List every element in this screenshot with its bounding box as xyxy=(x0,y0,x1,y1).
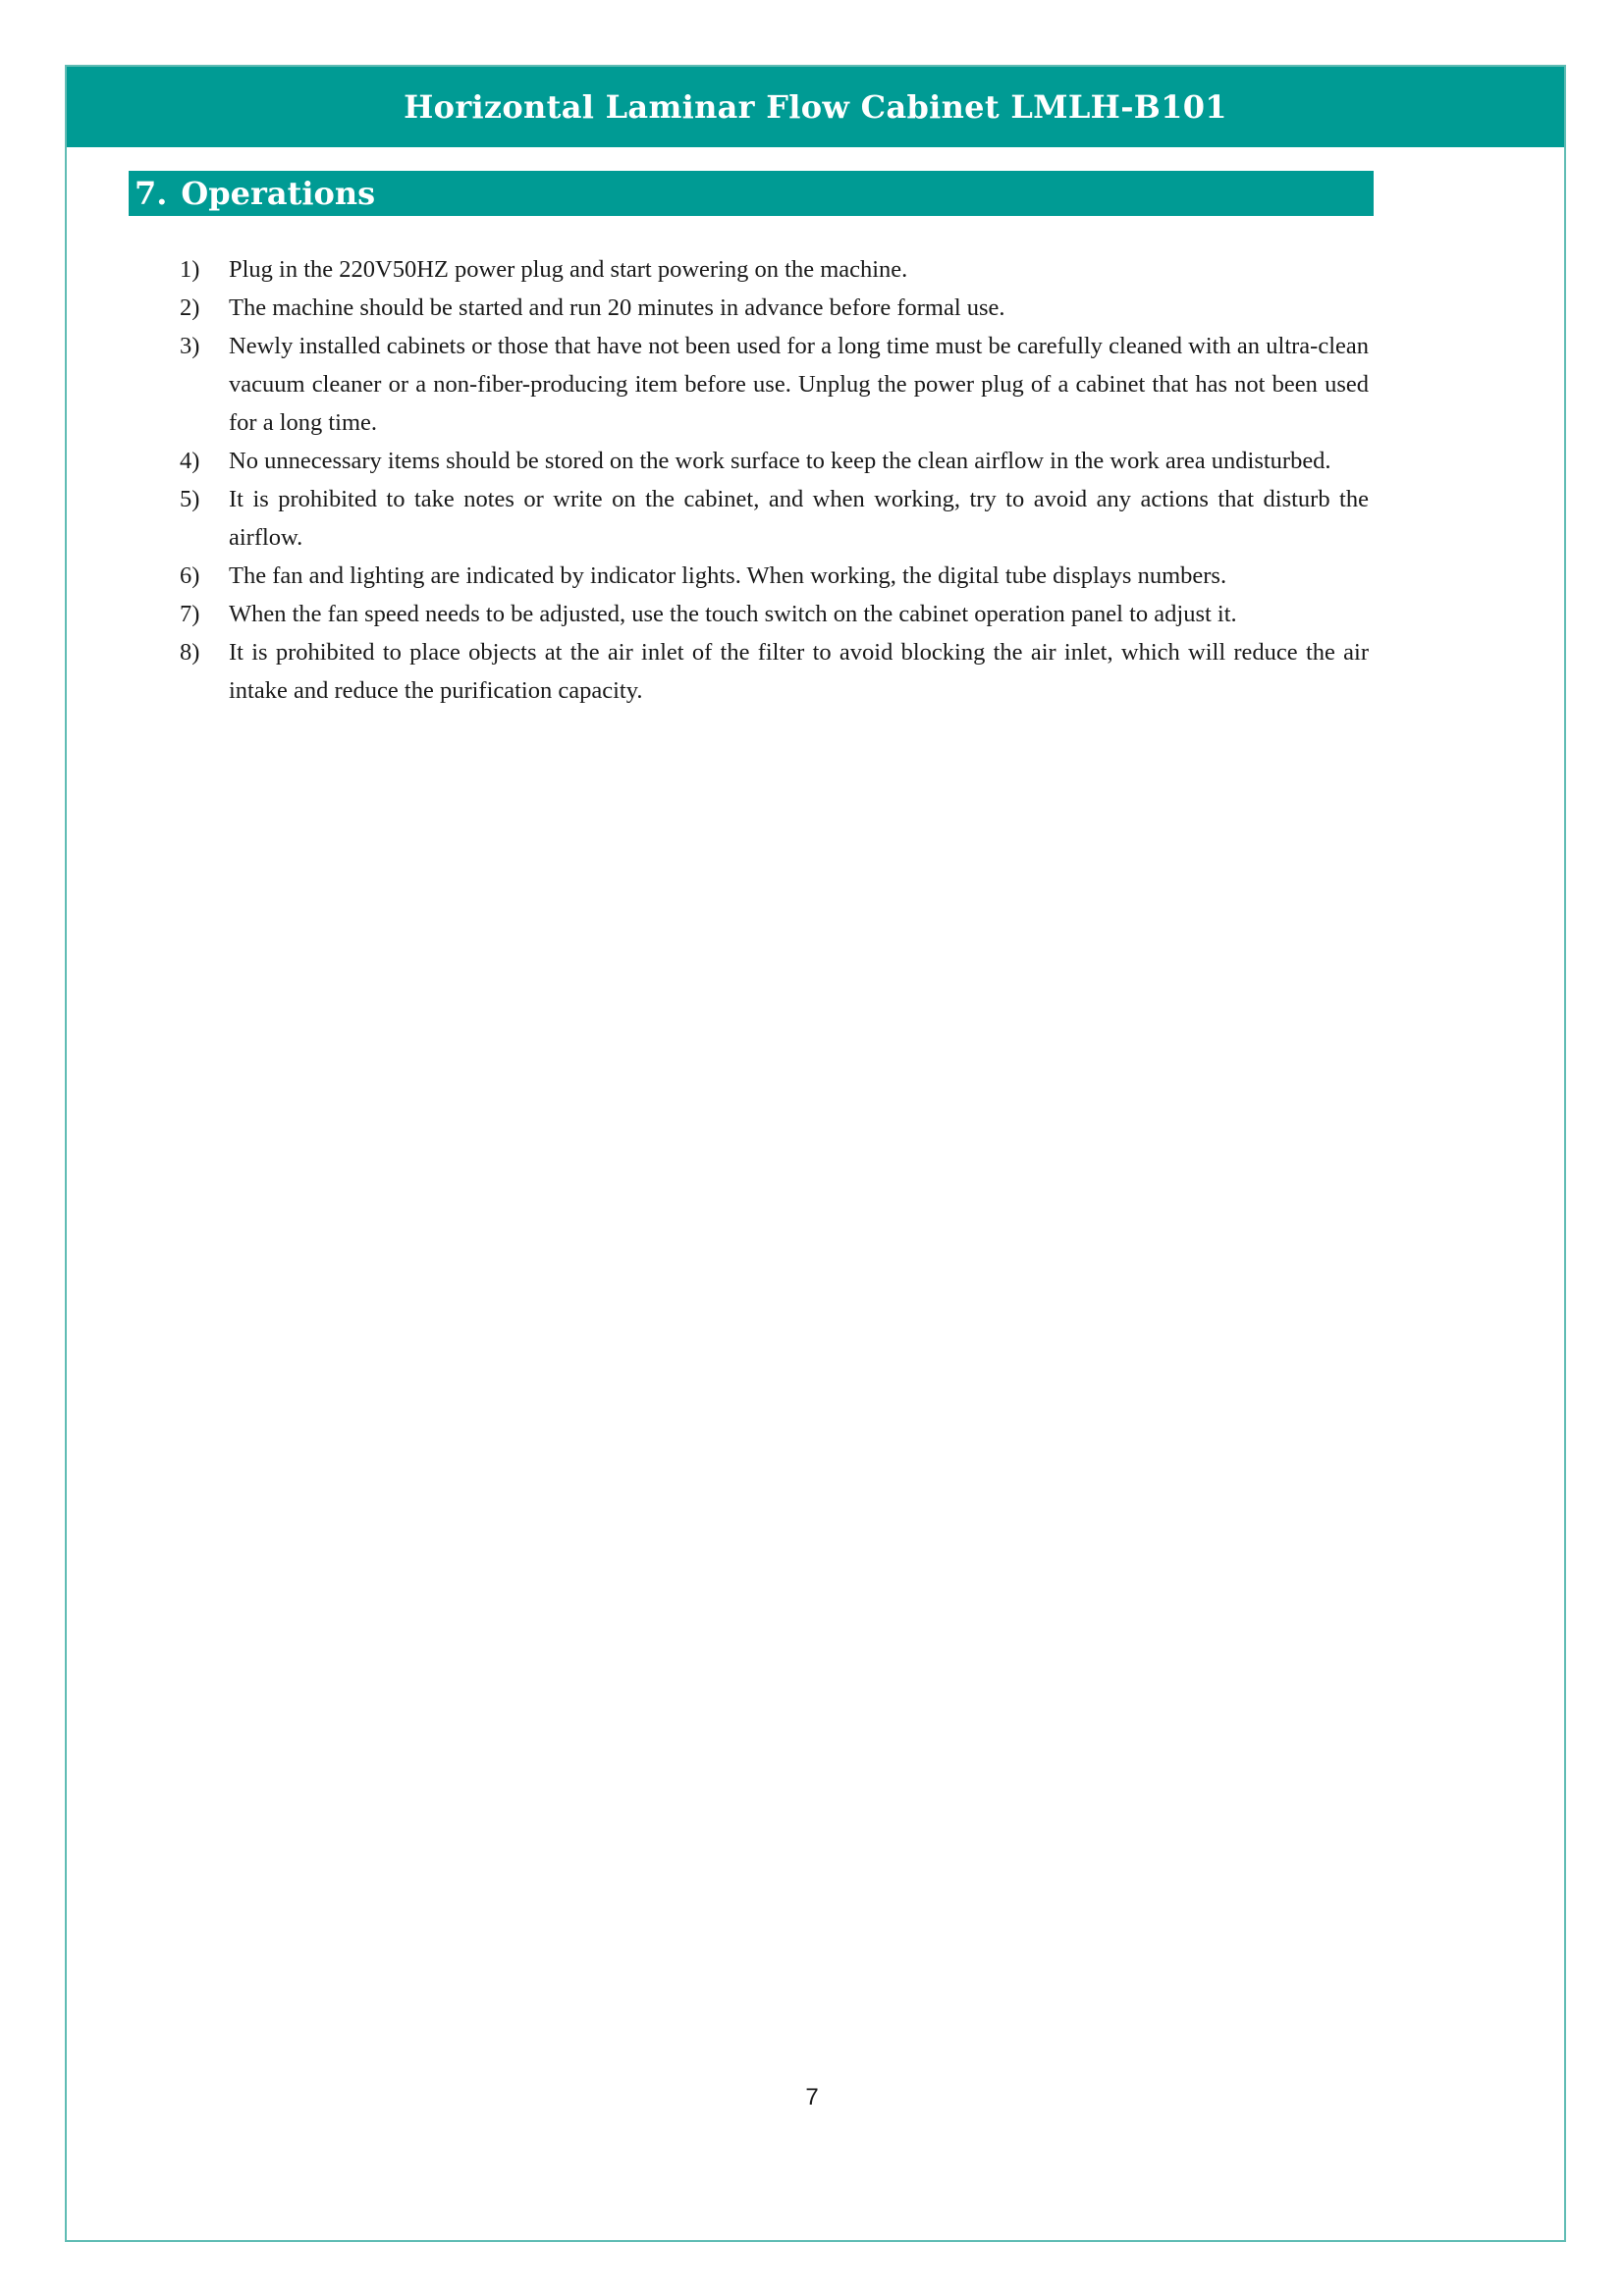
list-item-number: 4) xyxy=(180,448,200,474)
list-item xyxy=(180,595,1369,633)
section-heading xyxy=(129,171,1374,216)
list-item xyxy=(180,480,1369,557)
list-item-text: No unnecessary items should be stored on the work surface to keep the clean airflow in the work area undisturbed. xyxy=(229,448,1331,474)
list-item xyxy=(180,327,1369,442)
list-item-text: The fan and lighting are indicated by indicator lights. When working, the digital tube displays numbers. xyxy=(229,562,1227,589)
list-item-text: Newly installed cabinets or those that have not been used for a long time must be carefully cleaned with an ultra-clean vacuum cleaner or a non-fiber-producing item before use. Unplug the power plug of a cabinet that has not been used for a long time. xyxy=(229,333,1369,436)
list-item-number: 1) xyxy=(180,256,200,283)
document-title: Horizontal Laminar Flow Cabinet LMLH-B101 xyxy=(404,88,1227,126)
page-number: 7 xyxy=(805,2084,819,2110)
list-item-number: 6) xyxy=(180,562,200,589)
list-item xyxy=(180,289,1369,327)
list-item-text: It is prohibited to take notes or write on the cabinet, and when working, try to avoid any actions that disturb the airflow. xyxy=(229,486,1369,551)
list-item-text: It is prohibited to place objects at the air inlet of the filter to avoid blocking the air inlet, which will reduce the air intake and reduce the purification capacity. xyxy=(229,639,1369,704)
list-item-text: When the fan speed needs to be adjusted, use the touch switch on the cabinet operation panel to adjust it. xyxy=(229,601,1237,627)
operations-list xyxy=(180,250,1369,710)
list-item-number: 3) xyxy=(180,333,200,359)
list-item xyxy=(180,633,1369,710)
list-item-number: 5) xyxy=(180,486,200,512)
list-item-number: 7) xyxy=(180,601,200,627)
list-item-number: 2) xyxy=(180,294,200,321)
list-item xyxy=(180,442,1369,480)
list-item xyxy=(180,557,1369,595)
list-item-number: 8) xyxy=(180,639,200,666)
list-item xyxy=(180,250,1369,289)
list-item-text: The machine should be started and run 20 minutes in advance before formal use. xyxy=(229,294,1005,321)
header-bar xyxy=(67,67,1564,147)
section-number: 7. xyxy=(135,175,168,212)
list-item-text: Plug in the 220V50HZ power plug and start powering on the machine. xyxy=(229,256,908,283)
section-title: Operations xyxy=(181,175,376,212)
